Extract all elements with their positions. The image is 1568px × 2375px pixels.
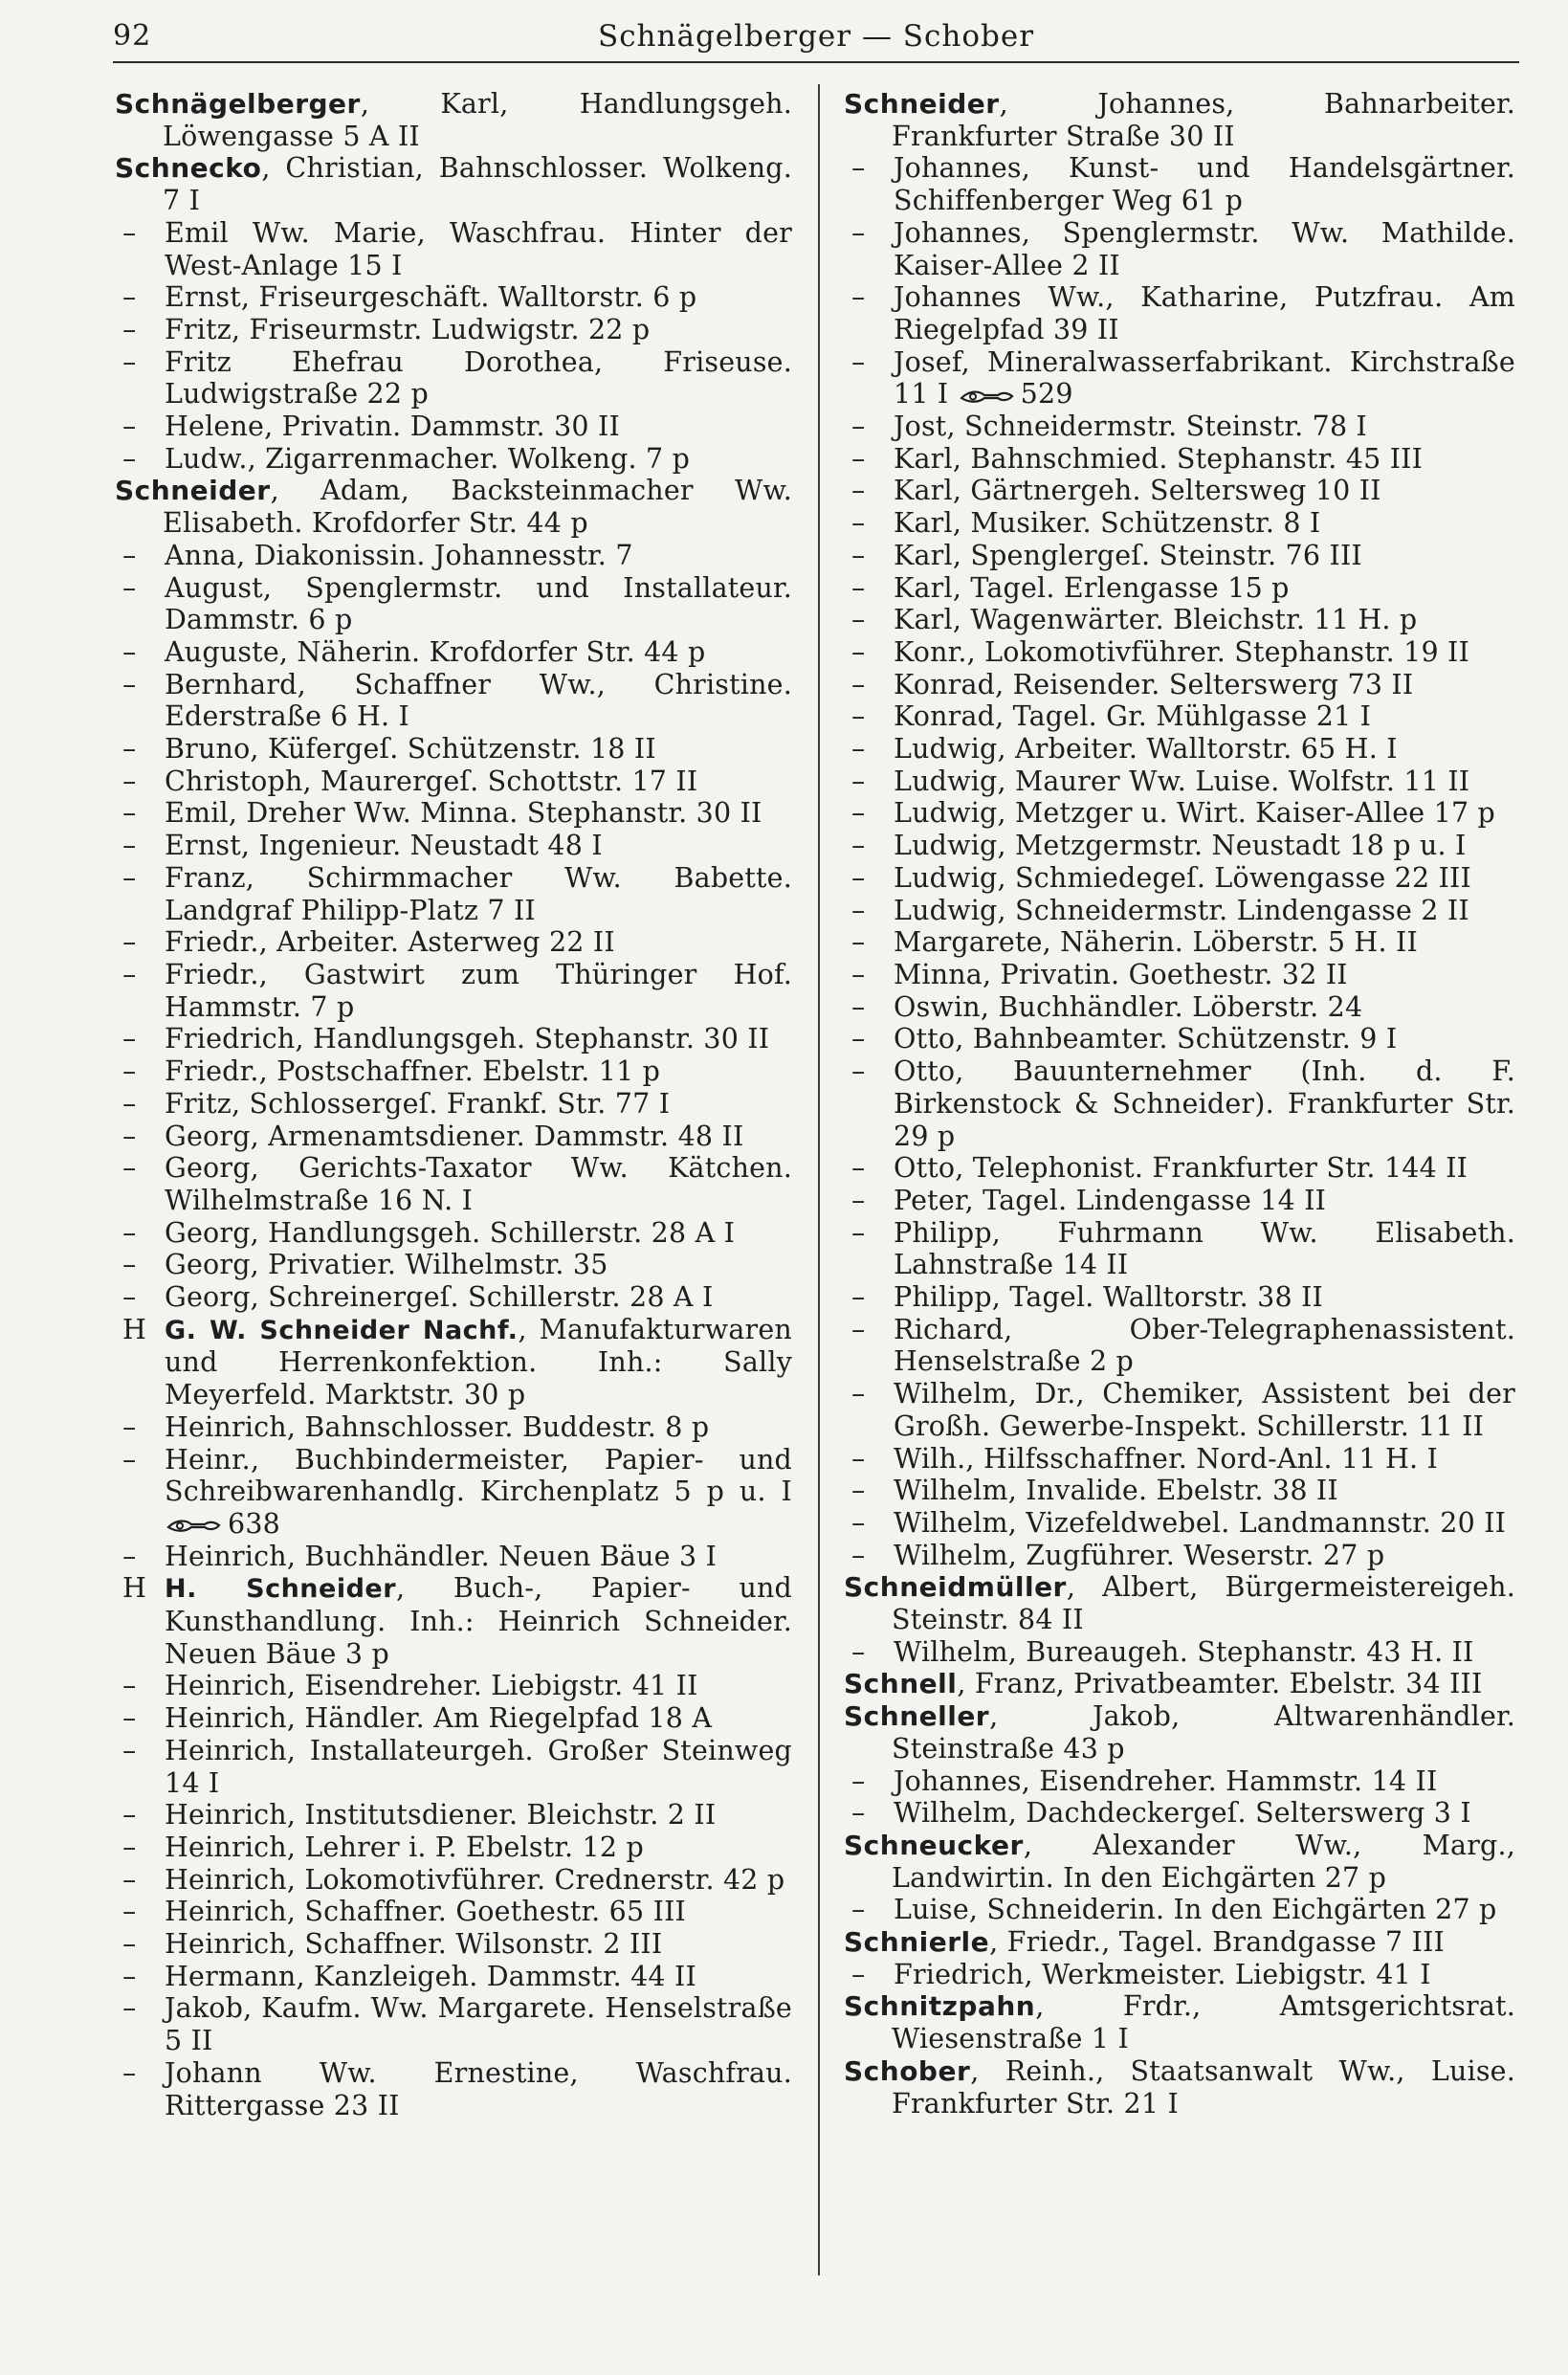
entry-text: Helene, Privatin. Dammstr. 30 II — [165, 411, 620, 443]
column-divider — [818, 84, 820, 2275]
entry-dash: – — [122, 1281, 137, 1314]
directory-entry — [115, 1702, 792, 1735]
entry-text: Oswin, Buchhändler. Löberstr. 24 — [894, 990, 1363, 1023]
directory-entry — [844, 1055, 1515, 1152]
entry-dash: – — [851, 604, 866, 636]
directory-entry — [844, 797, 1515, 830]
entry-text: Ludwig, Metzger u. Wirt. Kaiser-Allee 17 p — [894, 797, 1495, 830]
entry-text: Richard, Ober-Telegraphenassistent. Henselstraße 2 p — [894, 1313, 1515, 1378]
directory-entry — [844, 1540, 1515, 1572]
entry-text: , Frdr., Amtsgerichtsrat. Wiesenstraße 1 I — [892, 1990, 1515, 2055]
directory-entry — [115, 281, 792, 314]
header-rule — [113, 61, 1519, 63]
entry-text: Fritz Ehefrau Dorothea, Friseuse. Ludwigstraße 22 p — [165, 345, 792, 411]
entry-text: Ernst, Ingenieur. Neustadt 48 I — [165, 830, 603, 862]
surname-heading: Schneider — [844, 88, 1000, 120]
entry-text: Wilhelm, Invalide. Ebelstr. 38 II — [894, 1475, 1338, 1507]
entry-text: Karl, Tagel. Erlengasse 15 p — [894, 571, 1290, 604]
entry-text: Philipp, Fuhrmann Ww. Elisabeth. Lahnstraße 14 II — [894, 1216, 1515, 1281]
entry-text: Otto, Bahnbeamter. Schützenstr. 9 I — [894, 1023, 1398, 1055]
page-number: 92 — [113, 19, 152, 53]
entry-dash: – — [851, 1506, 866, 1539]
directory-entry — [844, 1507, 1515, 1540]
directory-entry — [115, 443, 792, 476]
entry-text: Ernst, Friseurgeschäft. Walltorstr. 6 p — [165, 281, 697, 314]
directory-entry — [844, 1314, 1515, 1378]
directory-entry — [115, 1799, 792, 1831]
directory-entry — [844, 443, 1515, 476]
entry-dash: – — [122, 539, 137, 571]
entry-text: Ludwig, Schmiedegeſ. Löwengasse 22 III — [894, 861, 1471, 894]
entry-dash: – — [122, 733, 137, 766]
directory-entry — [115, 1670, 792, 1702]
entry-text: Peter, Tagel. Lindengasse 14 II — [894, 1184, 1327, 1216]
entry-dash: – — [851, 1023, 866, 1055]
entry-text: Georg, Gerichts-Taxator Ww. Kätchen. Wilhelmstraße 16 N. I — [165, 1152, 792, 1216]
entry-dash: – — [122, 1896, 137, 1928]
page-header — [113, 15, 1519, 57]
entry-text: Karl, Gärtnergeh. Seltersweg 10 II — [894, 475, 1381, 507]
directory-entry — [844, 830, 1515, 862]
entry-dash: – — [122, 765, 137, 797]
entry-text: Jakob, Kaufm. Ww. Margarete. Henselstraße 5 II — [165, 1992, 792, 2057]
entry-text: Georg, Handlungsgeh. Schillerstr. 28 A I — [165, 1216, 736, 1249]
entry-text: Konr., Lokomotivführer. Stephanstr. 19 II — [894, 635, 1469, 668]
directory-entry — [844, 1797, 1515, 1830]
entry-dash: – — [851, 861, 866, 894]
directory-entry — [844, 1668, 1515, 1700]
entry-text: Karl, Musiker. Schützenstr. 8 I — [894, 507, 1321, 540]
entry-dash: – — [851, 571, 866, 604]
entry-dash: – — [122, 1734, 137, 1766]
directory-entry — [115, 1088, 792, 1121]
directory-entry — [115, 1444, 792, 1541]
entry-text: , Adam, Backsteinmacher Ww. Elisabeth. Krofdorfer Str. 44 p — [163, 475, 792, 540]
entry-dash: – — [122, 830, 137, 862]
entry-dash: – — [851, 1475, 866, 1507]
entry-dash: – — [122, 442, 137, 475]
directory-entry — [844, 2055, 1515, 2120]
entry-dash: – — [122, 635, 137, 668]
entry-text: Hermann, Kanzleigeh. Dammstr. 44 II — [165, 1960, 696, 1992]
firm-marker: H — [122, 1313, 147, 1345]
entry-text: Heinrich, Lehrer i. P. Ebelstr. 12 p — [165, 1831, 644, 1863]
entry-dash: – — [851, 152, 866, 185]
entry-text: Georg, Privatier. Wilhelmstr. 35 — [165, 1249, 608, 1281]
directory-entry — [844, 1217, 1515, 1281]
directory-entry — [115, 572, 792, 636]
directory-entry — [115, 314, 792, 346]
directory-entry — [115, 1217, 792, 1250]
directory-entry — [844, 1281, 1515, 1314]
directory-entry — [844, 604, 1515, 636]
entry-dash: – — [122, 861, 137, 894]
entry-dash: – — [122, 1992, 137, 2025]
entry-dash: – — [122, 1799, 137, 1831]
directory-entry — [844, 1023, 1515, 1055]
entry-dash: – — [122, 1410, 137, 1443]
entry-dash: – — [122, 345, 137, 378]
entry-text: Johann Ww. Ernestine, Waschfrau. Rittergasse 23 II — [165, 2056, 792, 2121]
directory-entry — [115, 411, 792, 443]
entry-text: , Alexander Ww., Marg., Landwirtin. In den Eichgärten 27 p — [892, 1829, 1515, 1894]
entry-text: Friedr., Arbeiter. Asterweg 22 II — [165, 926, 615, 959]
directory-entry — [115, 1314, 792, 1411]
entry-text: Emil, Dreher Ww. Minna. Stephanstr. 30 II — [165, 797, 762, 830]
entry-dash: – — [122, 1152, 137, 1185]
entry-text: Wilhelm, Dr., Chemiker, Assistent bei der Großh. Gewerbe-Inspekt. Schillerstr. 11 II — [894, 1378, 1515, 1442]
entry-dash: – — [851, 539, 866, 571]
directory-entry — [844, 991, 1515, 1024]
entry-dash: – — [851, 894, 866, 926]
entry-dash: – — [851, 507, 866, 540]
entry-dash: – — [851, 1442, 866, 1475]
entry-text: , Reinh., Staatsanwalt Ww., Luise. Frankfurter Str. 21 I — [892, 2054, 1515, 2120]
entry-dash: – — [851, 1797, 866, 1830]
entry-text: , Manufakturwaren und Herrenkonfektion. Inh.: Sally Meyerfeld. Marktstr. 30 p — [165, 1313, 792, 1411]
directory-entry — [115, 1735, 792, 1799]
directory-entry — [115, 88, 792, 152]
directory-entry — [115, 1928, 792, 1961]
entry-dash: – — [851, 475, 866, 507]
surname-heading: Schnell — [844, 1668, 958, 1700]
entry-text: , Jakob, Altwarenhändler. Steinstraße 43 p — [892, 1700, 1515, 1765]
directory-entry — [844, 1443, 1515, 1476]
directory-entry — [844, 1571, 1515, 1635]
entry-dash: – — [851, 442, 866, 475]
directory-entry — [115, 733, 792, 766]
directory-entry — [844, 411, 1515, 443]
directory-entry — [115, 1864, 792, 1897]
entry-text: Margarete, Näherin. Löberstr. 5 H. II — [894, 926, 1418, 959]
directory-entry — [844, 1185, 1515, 1217]
entry-text: August, Spenglermstr. und Installateur. Dammstr. 6 p — [165, 571, 792, 636]
directory-entry — [115, 217, 792, 281]
entry-text: Bernhard, Schaffner Ww., Christine. Ederstraße 6 H. I — [165, 668, 792, 733]
directory-entry — [844, 540, 1515, 572]
directory-entry — [115, 1831, 792, 1864]
directory-entry — [844, 1378, 1515, 1442]
directory-entry — [115, 766, 792, 798]
entry-dash: – — [122, 926, 137, 959]
entry-text: Fritz, Schlossergeſ. Frankf. Str. 77 I — [165, 1087, 671, 1120]
firm-marker: H — [122, 1572, 147, 1605]
directory-entry — [115, 830, 792, 862]
entry-text: Heinr., Buchbindermeister, Papier- und Schreibwarenhandlg. Kirchenplatz 5 p u. I — [165, 1443, 792, 1508]
entry-dash: – — [851, 1635, 866, 1668]
surname-heading: Schnitzpahn — [844, 1990, 1036, 2023]
directory-entry — [844, 507, 1515, 540]
entry-text: Johannes Ww., Katharine, Putzfrau. Am Riegelpfad 39 II — [894, 281, 1515, 345]
entry-dash: – — [122, 1023, 137, 1055]
directory-entry — [844, 669, 1515, 701]
entry-text: Ludwig, Metzgermstr. Neustadt 18 p u. I — [894, 830, 1467, 862]
entry-text: Ludwig, Arbeiter. Walltorstr. 65 H. I — [894, 733, 1398, 766]
entry-dash: – — [122, 797, 137, 830]
directory-entry — [115, 1121, 792, 1153]
directory-entry — [115, 636, 792, 669]
entry-text: Heinrich, Institutsdiener. Bleichstr. 2 II — [165, 1799, 717, 1831]
directory-entry — [844, 1765, 1515, 1798]
running-head: Schnägelberger — Schober — [597, 19, 1035, 54]
entry-dash: – — [122, 1087, 137, 1120]
entry-text: Johannes, Eisendreher. Hammstr. 14 II — [894, 1765, 1438, 1797]
entry-dash: – — [122, 668, 137, 700]
directory-entry — [844, 926, 1515, 959]
entry-dash: – — [851, 1765, 866, 1797]
directory-entry — [844, 862, 1515, 895]
directory-entry — [115, 959, 792, 1023]
entry-text: Philipp, Tagel. Walltorstr. 38 II — [894, 1281, 1324, 1314]
directory-entry — [115, 797, 792, 830]
directory-entry — [844, 700, 1515, 733]
entry-text: Wilhelm, Zugführer. Weserstr. 27 p — [894, 1539, 1385, 1571]
entry-dash: – — [122, 1928, 137, 1961]
directory-entry — [115, 1152, 792, 1216]
surname-heading: Schnägelberger — [115, 88, 361, 120]
surname-heading: Schneider — [115, 475, 271, 507]
entry-dash: – — [122, 1960, 137, 1992]
entry-dash: – — [122, 1831, 137, 1863]
entry-text: , Buch-, Papier- und Kunsthandlung. Inh.: Heinrich Schneider. Neuen Bäue 3 p — [165, 1572, 792, 1670]
entry-text: Wilhelm, Vizefeldwebel. Landmannstr. 20 II — [894, 1506, 1507, 1539]
directory-entry — [844, 1636, 1515, 1669]
entry-text: Karl, Bahnschmied. Stephanstr. 45 III — [894, 442, 1424, 475]
entry-dash: – — [851, 281, 866, 314]
directory-entry — [844, 766, 1515, 798]
entry-text: Ludwig, Schneidermstr. Lindengasse 2 II — [894, 894, 1469, 926]
entry-dash: – — [122, 1443, 137, 1476]
directory-entry — [115, 475, 792, 539]
entry-text: , Friedr., Tagel. Brandgasse 7 III — [989, 1926, 1446, 1959]
telephone-icon — [166, 1516, 222, 1535]
surname-heading: Schnierle — [844, 1926, 990, 1959]
entry-text: Johannes, Spenglermstr. Ww. Mathilde. Kaiser-Allee 2 II — [894, 216, 1515, 281]
entry-text: , Albert, Bürgermeistereigeh. Steinstr. 84 II — [892, 1571, 1515, 1636]
entry-dash: – — [851, 1184, 866, 1216]
left-column — [115, 88, 792, 2121]
entry-dash: – — [851, 765, 866, 797]
entry-text: Emil Ww. Marie, Waschfrau. Hinter der West-Anlage 15 I — [165, 216, 792, 281]
surname-heading: Schober — [844, 2054, 971, 2087]
entry-text: Ludwig, Maurer Ww. Luise. Wolfstr. 11 II — [894, 765, 1470, 797]
entry-text: Franz, Schirmmacher Ww. Babette. Landgraf Philipp-Platz 7 II — [165, 861, 792, 926]
directory-entry — [844, 88, 1515, 152]
directory-entry — [115, 1411, 792, 1444]
entry-text: Friedrich, Handlungsgeh. Stephanstr. 30 II — [165, 1023, 770, 1055]
directory-entry — [115, 669, 792, 733]
entry-dash: – — [851, 926, 866, 959]
directory-entry — [115, 540, 792, 572]
entry-dash: – — [851, 411, 866, 443]
entry-dash: – — [851, 1958, 866, 1990]
entry-dash: – — [851, 1313, 866, 1345]
entry-dash: – — [122, 1216, 137, 1249]
entry-dash: – — [851, 1055, 866, 1088]
directory-entry — [115, 862, 792, 926]
entry-dash: – — [122, 281, 137, 314]
directory-entry — [844, 572, 1515, 605]
entry-dash: – — [122, 411, 137, 443]
directory-entry — [844, 1959, 1515, 1991]
directory-entry — [844, 959, 1515, 991]
entry-text: Josef, Mineralwasserfabrikant. Kirchstraße 11 I — [894, 345, 1515, 411]
entry-text: Ludw., Zigarrenmacher. Wolkeng. 7 p — [165, 442, 691, 475]
entry-dash: – — [851, 958, 866, 990]
entry-dash: – — [122, 1670, 137, 1702]
entry-dash: – — [122, 1249, 137, 1281]
entry-text: Minna, Privatin. Goethestr. 32 II — [894, 958, 1348, 990]
entry-text: Otto, Bauunternehmer (Inh. d. F. Birkenstock & Schneider). Frankfurter Str. 29 p — [894, 1055, 1515, 1152]
firm-name: G. W. Schneider Nachf. — [165, 1315, 519, 1345]
entry-text: Bruno, Küfergeſ. Schützenstr. 18 II — [165, 733, 656, 766]
directory-entry — [844, 1926, 1515, 1959]
entry-dash: – — [122, 1120, 137, 1152]
directory-entry — [115, 926, 792, 959]
entry-dash: – — [851, 990, 866, 1023]
directory-entry — [844, 1830, 1515, 1894]
entry-text: , Johannes, Bahnarbeiter. Frankfurter Straße 30 II — [892, 88, 1515, 152]
directory-entry — [844, 152, 1515, 216]
entry-text: Heinrich, Eisendreher. Liebigstr. 41 II — [165, 1670, 698, 1702]
entry-text: Jost, Schneidermstr. Steinstr. 78 I — [894, 411, 1367, 443]
directory-entry — [115, 152, 792, 216]
entry-text: Wilh., Hilfsschaffner. Nord-Anl. 11 H. I — [894, 1442, 1438, 1475]
firm-name: H. Schneider — [165, 1574, 397, 1605]
entry-text: Otto, Telephonist. Frankfurter Str. 144 II — [894, 1152, 1469, 1185]
phone-number: 638 — [228, 1507, 280, 1540]
entry-dash: – — [851, 700, 866, 733]
entry-dash: – — [851, 1152, 866, 1185]
entry-text: Heinrich, Schaffner. Goethestr. 65 III — [165, 1896, 686, 1928]
entry-dash: – — [122, 313, 137, 345]
entry-dash: – — [122, 1702, 137, 1735]
directory-entry — [844, 346, 1515, 411]
entry-dash: – — [851, 216, 866, 249]
entry-text: Heinrich, Bahnschlosser. Buddestr. 8 p — [165, 1410, 710, 1443]
entry-text: Luise, Schneiderin. In den Eichgärten 27 p — [894, 1894, 1497, 1926]
entry-dash: – — [851, 830, 866, 862]
directory-entry — [844, 1990, 1515, 2054]
directory-entry — [115, 346, 792, 411]
directory-entry — [115, 1572, 792, 1670]
entry-text: Christoph, Maurergeſ. Schottstr. 17 II — [165, 765, 698, 797]
entry-dash: – — [851, 733, 866, 766]
directory-entry — [115, 1896, 792, 1928]
entry-text: Heinrich, Buchhändler. Neuen Bäue 3 I — [165, 1540, 718, 1572]
entry-text: Heinrich, Schaffner. Wilsonstr. 2 III — [165, 1928, 663, 1961]
entry-dash: – — [122, 216, 137, 249]
telephone-icon — [960, 387, 1015, 406]
entry-text: Konrad, Reisender. Selterswerg 73 II — [894, 668, 1414, 700]
directory-entry — [844, 1894, 1515, 1926]
entry-text: Friedr., Postschaffner. Ebelstr. 11 p — [165, 1055, 661, 1088]
directory-entry — [115, 1281, 792, 1314]
entry-dash: – — [122, 958, 137, 990]
entry-text: Anna, Diakonissin. Johannesstr. 7 — [165, 539, 633, 571]
directory-entry — [115, 1023, 792, 1055]
entry-dash: – — [122, 2056, 137, 2089]
directory-entry — [844, 895, 1515, 927]
entry-text: Wilhelm, Dachdeckergeſ. Selterswerg 3 I — [894, 1797, 1471, 1830]
entry-dash: – — [122, 571, 137, 604]
directory-entry — [844, 636, 1515, 669]
entry-text: , Karl, Handlungsgeh. Löwengasse 5 A II — [163, 88, 792, 152]
entry-text: Auguste, Näherin. Krofdorfer Str. 44 p — [165, 635, 706, 668]
entry-dash: – — [851, 1378, 866, 1410]
directory-entry — [115, 1541, 792, 1573]
entry-dash: – — [122, 1540, 137, 1572]
surname-heading: Schnecko — [115, 152, 262, 185]
directory-entry — [115, 1992, 792, 2056]
entry-text: Karl, Spenglergeſ. Steinstr. 76 III — [894, 539, 1362, 571]
entry-text: Karl, Wagenwärter. Bleichstr. 11 H. p — [894, 604, 1418, 636]
entry-dash: – — [851, 1216, 866, 1249]
entry-dash: – — [851, 668, 866, 700]
entry-text: Johannes, Kunst- und Handelsgärtner. Schiffenberger Weg 61 p — [894, 152, 1515, 217]
directory-entry — [844, 281, 1515, 345]
entry-dash: – — [851, 345, 866, 378]
entry-dash: – — [122, 1055, 137, 1088]
directory-entry — [844, 1700, 1515, 1765]
directory-entry — [844, 475, 1515, 507]
entry-text: , Christian, Bahnschlosser. Wolkeng. 7 I — [163, 152, 792, 217]
entry-text: Heinrich, Installateurgeh. Großer Steinweg 14 I — [165, 1734, 792, 1799]
entry-text: Friedr., Gastwirt zum Thüringer Hof. Hammstr. 7 p — [165, 958, 792, 1023]
entry-dash: – — [851, 797, 866, 830]
directory-entry — [115, 1961, 792, 1993]
entry-text: Wilhelm, Bureaugeh. Stephanstr. 43 H. II — [894, 1635, 1474, 1668]
directory-entry — [844, 217, 1515, 281]
directory-entry — [844, 1152, 1515, 1185]
surname-heading: Schneidmüller — [844, 1571, 1067, 1604]
directory-entry — [844, 733, 1515, 766]
entry-text: Friedrich, Werkmeister. Liebigstr. 41 I — [894, 1958, 1431, 1990]
entry-text: Heinrich, Lokomotivführer. Crednerstr. 42 p — [165, 1863, 785, 1896]
entry-dash: – — [122, 1863, 137, 1896]
directory-entry — [115, 2057, 792, 2121]
directory-entry — [844, 1475, 1515, 1507]
phone-number: 529 — [1020, 378, 1073, 411]
entry-dash: – — [851, 635, 866, 668]
entry-text: Georg, Schreinergeſ. Schillerstr. 28 A I — [165, 1281, 714, 1314]
entry-text: , Franz, Privatbeamter. Ebelstr. 34 III — [957, 1668, 1483, 1700]
entry-dash: – — [851, 1894, 866, 1926]
entry-text: Konrad, Tagel. Gr. Mühlgasse 21 I — [894, 700, 1372, 733]
directory-entry — [115, 1055, 792, 1088]
entry-text: Fritz, Friseurmstr. Ludwigstr. 22 p — [165, 313, 651, 345]
entry-dash: – — [851, 1539, 866, 1571]
entry-text: Georg, Armenamtsdiener. Dammstr. 48 II — [165, 1120, 744, 1152]
directory-entry — [115, 1249, 792, 1281]
surname-heading: Schneucker — [844, 1829, 1024, 1861]
entry-dash: – — [851, 1281, 866, 1314]
entry-text: Heinrich, Händler. Am Riegelpfad 18 A — [165, 1702, 713, 1735]
right-column — [844, 88, 1515, 2120]
surname-heading: Schneller — [844, 1700, 990, 1733]
